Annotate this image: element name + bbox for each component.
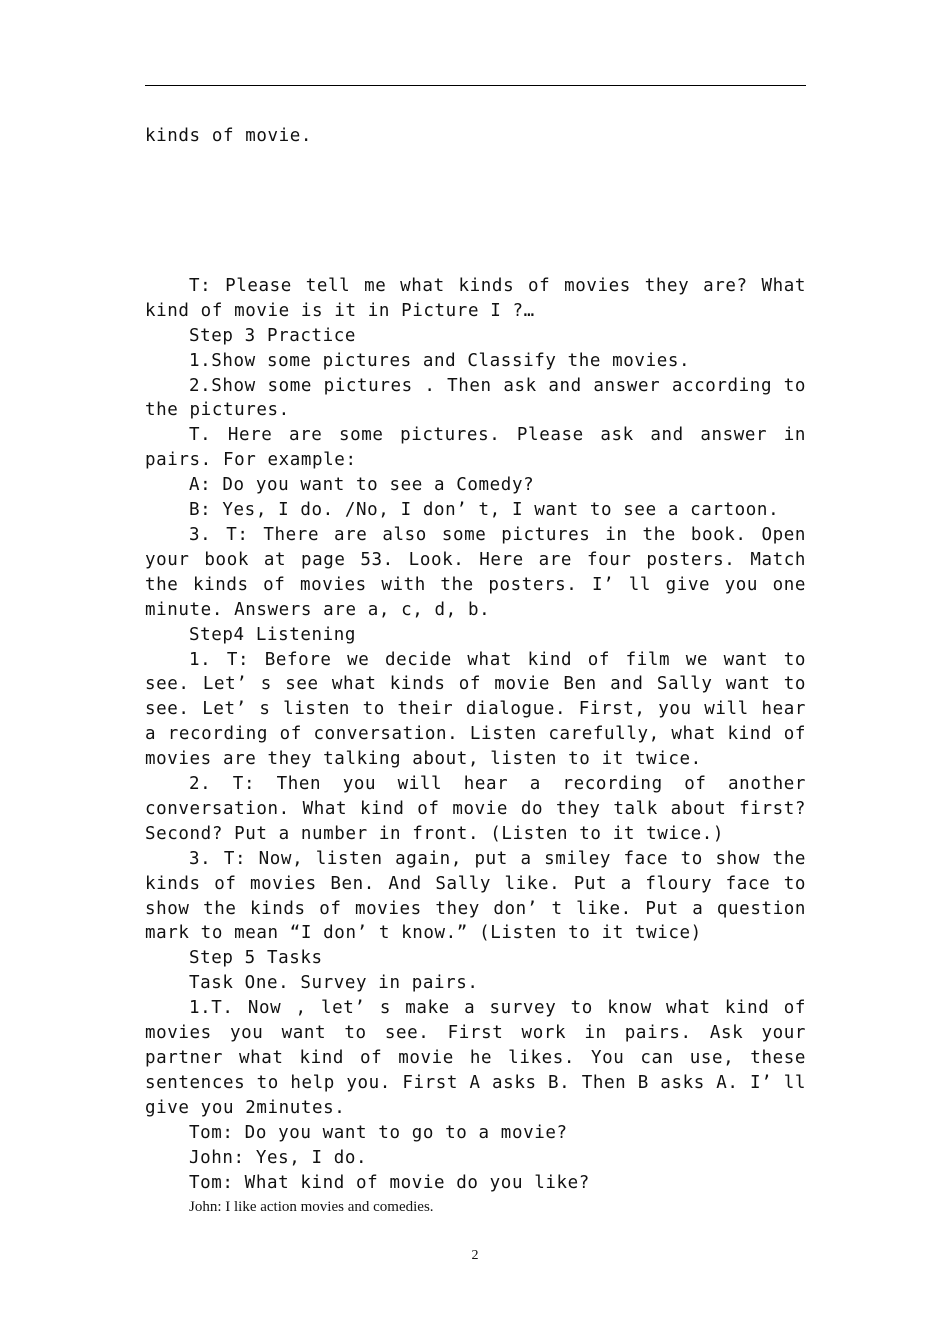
practice-instruction: T. Here are some pictures. Please ask and answer in pairs. For example: (145, 425, 806, 471)
dialogue-line-a: A: Do you want to see a Comedy? (189, 475, 535, 496)
dialogue-john-2: John: I like action movies and comedies. (189, 1199, 434, 1216)
page-number: 2 (471, 1248, 479, 1263)
dialogue-line-b: B: Yes, I do. /No, I don’ t, I want to see a cartoon. (189, 500, 780, 521)
listening-item-3: 3. T: Now, listen again, put a smiley face to show the kinds of movies Ben. And Sally like. Put a floury face to show the kinds of movies they don’ t like. Put a question mark to mean “I don’ t know.” (Listen to it twice) (145, 848, 806, 944)
paragraph-continued: kinds of movie. (145, 126, 313, 146)
step-heading-practice: Step 3 Practice (189, 325, 357, 346)
listening-item-2: 2. T: Then you will hear a recording of another conversation. What kind of movie do they talk about first? Second? Put a number in front. (Listen to it twice.) (145, 774, 806, 844)
task-one-heading: Task One. Survey in pairs. (189, 973, 479, 994)
document-body (145, 124, 806, 1219)
header-rule (145, 85, 806, 86)
step-heading-tasks: Step 5 Tasks (189, 948, 323, 969)
dialogue-tom-2: Tom: What kind of movie do you like? (189, 1172, 590, 1193)
dialogue-tom-1: Tom: Do you want to go to a movie? (189, 1122, 568, 1143)
practice-item-2: 2.Show some pictures . Then ask and answer according to the pictures. (145, 375, 806, 421)
practice-item-3: 3. T: There are also some pictures in the book. Open your book at page 53. Look. Here are four posters. Match the kinds of movies with the posters. I’ ll give you one minute. Answers are a, c, d, b. (145, 524, 806, 620)
practice-item-1: 1.Show some pictures and Classify the movies. (189, 350, 691, 371)
dialogue-john-1: John: Yes, I do. (189, 1147, 368, 1168)
task-one-item-1: 1.T. Now , let’ s make a survey to know what kind of movies you want to see. First work in pairs. Ask your partner what kind of movie he likes. You can use, these sentences to help you. First A asks B. Then B asks A. I’ ll give you 2minutes. (145, 998, 806, 1118)
blank-space (145, 149, 806, 274)
listening-item-1: 1. T: Before we decide what kind of film we want to see. Let’ s see what kinds of movie Ben and Sally want to see. Let’ s listen to their dialogue. First, you will hear a recording of conversation. Listen carefully, what kind of movies are they talking about, listen to it twice. (145, 649, 806, 770)
paragraph-question: T: Please tell me what kinds of movies they are? What kind of movie is it in Picture I ?… (145, 275, 806, 321)
step-heading-listening: Step4 Listening (189, 624, 357, 645)
